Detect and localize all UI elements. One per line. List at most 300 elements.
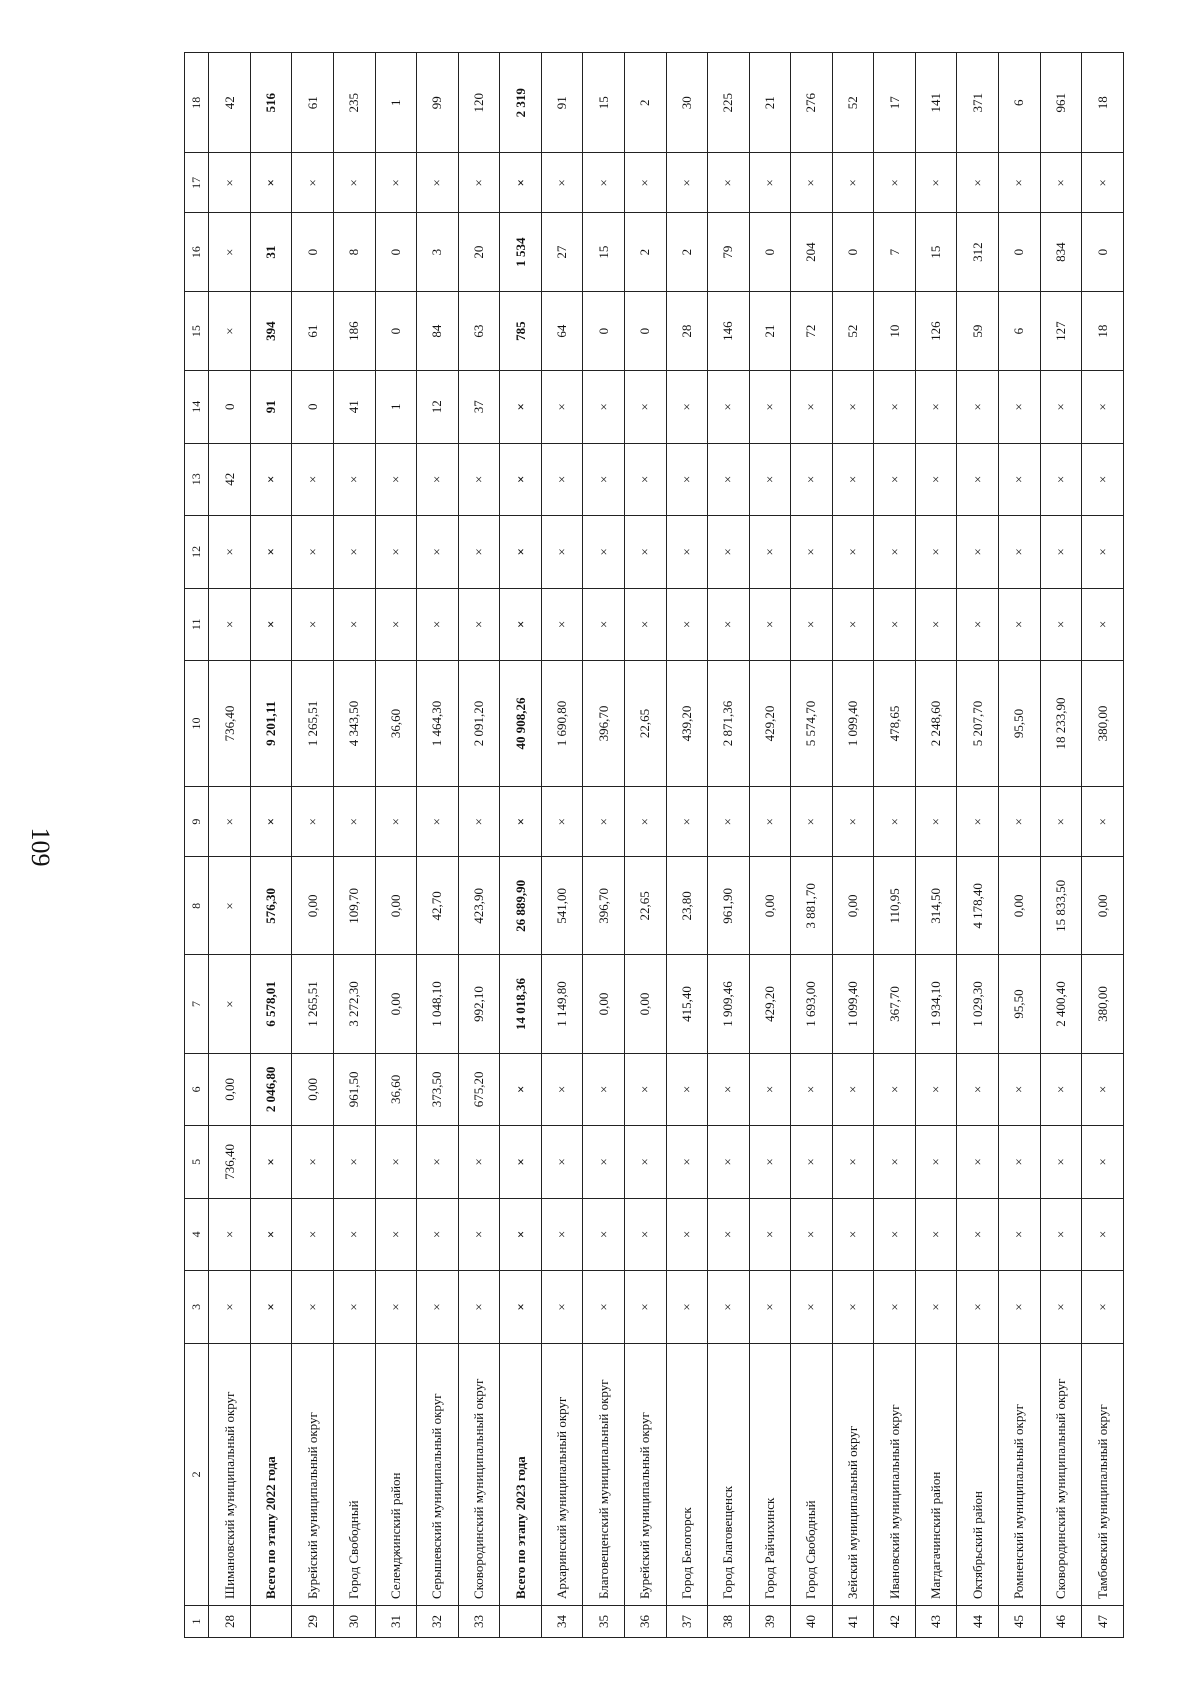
value-cell: × (375, 153, 417, 213)
value-cell: × (375, 1198, 417, 1271)
value-cell: × (458, 1271, 500, 1344)
value-cell: × (375, 1271, 417, 1344)
value-cell: 2 871,36 (708, 661, 750, 787)
value-cell: 1 265,51 (292, 661, 334, 787)
value-cell: × (1082, 153, 1124, 213)
value-cell: × (708, 371, 750, 444)
value-cell: × (666, 588, 708, 661)
value-cell: 7 (874, 213, 916, 292)
value-cell: × (583, 443, 625, 516)
value-cell: × (250, 443, 292, 516)
value-cell: × (209, 588, 251, 661)
value-cell: × (999, 153, 1041, 213)
value-cell: × (209, 213, 251, 292)
value-cell: × (666, 443, 708, 516)
value-cell: 2 248,60 (915, 661, 957, 787)
value-cell: 79 (708, 213, 750, 292)
value-cell: × (375, 1126, 417, 1199)
value-cell: 5 207,70 (957, 661, 999, 787)
value-cell: × (791, 1198, 833, 1271)
value-cell: × (666, 1271, 708, 1344)
value-cell: × (458, 1198, 500, 1271)
value-cell: 0 (749, 213, 791, 292)
data-table (184, 52, 1124, 1638)
value-cell: × (749, 1053, 791, 1126)
header-row (185, 53, 209, 1638)
value-cell: × (1082, 1053, 1124, 1126)
value-cell: × (832, 1126, 874, 1199)
value-cell: × (1040, 153, 1082, 213)
value-cell: 10 (874, 292, 916, 371)
value-cell: × (1040, 371, 1082, 444)
page-number: 109 (26, 827, 55, 867)
value-cell: × (541, 1053, 583, 1126)
value-cell: × (624, 588, 666, 661)
value-cell: × (541, 1126, 583, 1199)
value-cell: × (832, 1271, 874, 1344)
value-cell: × (292, 516, 334, 589)
value-cell: × (957, 153, 999, 213)
value-cell: × (832, 443, 874, 516)
row-number-cell: 29 (292, 1606, 334, 1638)
table-row (334, 53, 376, 1638)
value-cell: × (250, 1271, 292, 1344)
value-cell: × (832, 516, 874, 589)
value-cell: 2 400,40 (1040, 955, 1082, 1053)
value-cell: × (1040, 443, 1082, 516)
value-cell: 52 (832, 292, 874, 371)
value-cell: 2 (666, 213, 708, 292)
table-row (624, 53, 666, 1638)
value-cell: × (1040, 1198, 1082, 1271)
value-cell: × (458, 153, 500, 213)
value-cell: × (458, 516, 500, 589)
value-cell: 235 (334, 53, 376, 153)
table-row (1082, 53, 1124, 1638)
value-cell: 63 (458, 292, 500, 371)
value-cell: × (832, 588, 874, 661)
value-cell: × (999, 786, 1041, 856)
value-cell: × (999, 1198, 1041, 1271)
value-cell: 61 (292, 292, 334, 371)
value-cell: 3 881,70 (791, 857, 833, 955)
value-cell: × (500, 371, 542, 444)
value-cell: × (624, 1126, 666, 1199)
value-cell: 1 (375, 371, 417, 444)
name-cell: Октябрьский район (957, 1343, 999, 1605)
value-cell: × (292, 588, 334, 661)
value-cell: × (915, 443, 957, 516)
value-cell: × (292, 786, 334, 856)
row-number-cell: 47 (1082, 1606, 1124, 1638)
value-cell: 1 909,46 (708, 955, 750, 1053)
value-cell: 0,00 (375, 955, 417, 1053)
value-cell: × (541, 371, 583, 444)
value-cell: 42 (209, 53, 251, 153)
value-cell: × (874, 153, 916, 213)
value-cell: × (583, 588, 625, 661)
column-number-1: 1 (185, 1606, 209, 1638)
value-cell: × (749, 1126, 791, 1199)
column-number-10: 10 (185, 661, 209, 787)
value-cell: × (624, 1053, 666, 1126)
column-number-6: 6 (185, 1053, 209, 1126)
row-number-cell: 41 (832, 1606, 874, 1638)
value-cell: × (749, 786, 791, 856)
value-cell: × (749, 1271, 791, 1344)
value-cell: × (666, 1126, 708, 1199)
value-cell: 41 (334, 371, 376, 444)
value-cell: × (666, 516, 708, 589)
value-cell: × (458, 1126, 500, 1199)
value-cell: 141 (915, 53, 957, 153)
value-cell: 0,00 (375, 857, 417, 955)
value-cell: 3 272,30 (334, 955, 376, 1053)
row-number-cell (500, 1606, 542, 1638)
value-cell: 18 233,90 (1040, 661, 1082, 787)
value-cell: × (500, 1198, 542, 1271)
value-cell: × (874, 371, 916, 444)
value-cell: × (334, 516, 376, 589)
value-cell: × (583, 153, 625, 213)
value-cell: 380,00 (1082, 661, 1124, 787)
value-cell: × (292, 1126, 334, 1199)
value-cell: × (250, 1198, 292, 1271)
table-row (375, 53, 417, 1638)
value-cell: 186 (334, 292, 376, 371)
value-cell: 785 (500, 292, 542, 371)
value-cell: 59 (957, 292, 999, 371)
value-cell: × (666, 371, 708, 444)
value-cell: × (957, 1271, 999, 1344)
value-cell: 675,20 (458, 1053, 500, 1126)
value-cell: 12 (417, 371, 459, 444)
value-cell: × (209, 292, 251, 371)
value-cell: 961,50 (334, 1053, 376, 1126)
table-row (749, 53, 791, 1638)
row-number-cell: 35 (583, 1606, 625, 1638)
value-cell: × (1082, 588, 1124, 661)
name-cell: Город Свободный (791, 1343, 833, 1605)
value-cell: × (334, 588, 376, 661)
value-cell: × (209, 955, 251, 1053)
value-cell: 36,60 (375, 661, 417, 787)
value-cell: × (500, 443, 542, 516)
value-cell: 0,00 (832, 857, 874, 955)
name-cell: Ромненский муниципальный округ (999, 1343, 1041, 1605)
value-cell: × (541, 443, 583, 516)
value-cell: × (624, 443, 666, 516)
value-cell: × (666, 153, 708, 213)
value-cell: × (1040, 1126, 1082, 1199)
value-cell: 6 578,01 (250, 955, 292, 1053)
table-row (999, 53, 1041, 1638)
value-cell: × (624, 1271, 666, 1344)
table-row (583, 53, 625, 1638)
row-number-cell: 38 (708, 1606, 750, 1638)
value-cell: 21 (749, 53, 791, 153)
value-cell: × (791, 153, 833, 213)
value-cell: × (708, 1198, 750, 1271)
value-cell: 127 (1040, 292, 1082, 371)
row-number-cell: 36 (624, 1606, 666, 1638)
value-cell: 0,00 (209, 1053, 251, 1126)
value-cell: × (749, 153, 791, 213)
value-cell: × (999, 588, 1041, 661)
table-row (209, 53, 251, 1638)
table-row (957, 53, 999, 1638)
value-cell: 371 (957, 53, 999, 153)
name-cell: Шимановский муниципальный округ (209, 1343, 251, 1605)
value-cell: × (749, 1198, 791, 1271)
value-cell: × (334, 153, 376, 213)
value-cell: × (708, 153, 750, 213)
value-cell: × (292, 443, 334, 516)
value-cell: 6 (999, 292, 1041, 371)
value-cell: × (708, 1053, 750, 1126)
row-number-cell: 30 (334, 1606, 376, 1638)
value-cell: × (500, 588, 542, 661)
name-cell: Всего по этапу 2023 года (500, 1343, 542, 1605)
value-cell: 30 (666, 53, 708, 153)
value-cell: × (832, 1198, 874, 1271)
table-row (666, 53, 708, 1638)
value-cell: 1 099,40 (832, 955, 874, 1053)
row-number-cell: 34 (541, 1606, 583, 1638)
value-cell: × (334, 1271, 376, 1344)
value-cell: 1 534 (500, 213, 542, 292)
table-row (417, 53, 459, 1638)
value-cell: × (708, 1126, 750, 1199)
subtotal-row (500, 53, 542, 1638)
value-cell: × (250, 786, 292, 856)
value-cell: 1 934,10 (915, 955, 957, 1053)
column-number-17: 17 (185, 153, 209, 213)
value-cell: 2 (624, 53, 666, 153)
value-cell: × (999, 1053, 1041, 1126)
value-cell: × (375, 588, 417, 661)
value-cell: 64 (541, 292, 583, 371)
row-number-cell (250, 1606, 292, 1638)
value-cell: 478,65 (874, 661, 916, 787)
value-cell: × (624, 1198, 666, 1271)
value-cell: × (957, 1198, 999, 1271)
column-number-3: 3 (185, 1271, 209, 1344)
value-cell: 15 833,50 (1040, 857, 1082, 955)
value-cell: 2 046,80 (250, 1053, 292, 1126)
value-cell: × (791, 1053, 833, 1126)
value-cell: 4 178,40 (957, 857, 999, 955)
value-cell: 1 149,80 (541, 955, 583, 1053)
value-cell: × (250, 153, 292, 213)
value-cell: × (417, 588, 459, 661)
value-cell: × (209, 857, 251, 955)
value-cell: 91 (541, 53, 583, 153)
value-cell: × (666, 1053, 708, 1126)
name-cell: Тамбовский муниципальный округ (1082, 1343, 1124, 1605)
column-number-16: 16 (185, 213, 209, 292)
value-cell: 36,60 (375, 1053, 417, 1126)
value-cell: × (458, 443, 500, 516)
value-cell: 26 889,90 (500, 857, 542, 955)
value-cell: × (874, 516, 916, 589)
value-cell: × (708, 588, 750, 661)
value-cell: × (1040, 1271, 1082, 1344)
name-cell: Ивановский муниципальный округ (874, 1343, 916, 1605)
value-cell: × (209, 153, 251, 213)
value-cell: × (583, 1126, 625, 1199)
value-cell: × (541, 153, 583, 213)
value-cell: 0,00 (292, 857, 334, 955)
column-number-14: 14 (185, 371, 209, 444)
value-cell: × (250, 516, 292, 589)
name-cell: Магдагачинский район (915, 1343, 957, 1605)
value-cell: 0 (375, 292, 417, 371)
value-cell: 1 029,30 (957, 955, 999, 1053)
column-number-18: 18 (185, 53, 209, 153)
column-number-4: 4 (185, 1198, 209, 1271)
value-cell: 396,70 (583, 661, 625, 787)
value-cell: × (1040, 588, 1082, 661)
value-cell: 52 (832, 53, 874, 153)
value-cell: × (458, 588, 500, 661)
value-cell: 0 (1082, 213, 1124, 292)
column-number-7: 7 (185, 955, 209, 1053)
value-cell: 0 (624, 292, 666, 371)
value-cell: × (417, 1271, 459, 1344)
value-cell: × (334, 1198, 376, 1271)
value-cell: 541,00 (541, 857, 583, 955)
value-cell: × (791, 443, 833, 516)
value-cell: 736,40 (209, 1126, 251, 1199)
value-cell: × (999, 443, 1041, 516)
value-cell: 0,00 (624, 955, 666, 1053)
table-row (832, 53, 874, 1638)
value-cell: 15 (583, 213, 625, 292)
value-cell: × (541, 786, 583, 856)
value-cell: 0,00 (292, 1053, 334, 1126)
name-cell: Бурейский муниципальный округ (624, 1343, 666, 1605)
value-cell: 204 (791, 213, 833, 292)
value-cell: × (417, 786, 459, 856)
value-cell: × (874, 786, 916, 856)
value-cell: 2 (624, 213, 666, 292)
value-cell: × (1082, 1271, 1124, 1344)
name-cell: Селемджинский район (375, 1343, 417, 1605)
value-cell: × (791, 371, 833, 444)
value-cell: 23,80 (666, 857, 708, 955)
value-cell: 8 (334, 213, 376, 292)
value-cell: 2 319 (500, 53, 542, 153)
value-cell: 1 048,10 (417, 955, 459, 1053)
value-cell: × (832, 1053, 874, 1126)
value-cell: × (874, 1053, 916, 1126)
value-cell: × (1082, 443, 1124, 516)
row-number-cell: 28 (209, 1606, 251, 1638)
value-cell: × (583, 516, 625, 589)
value-cell: × (292, 1198, 334, 1271)
column-number-5: 5 (185, 1126, 209, 1199)
value-cell: × (458, 786, 500, 856)
column-number-11: 11 (185, 588, 209, 661)
table-row (708, 53, 750, 1638)
value-cell: 0,00 (749, 857, 791, 955)
value-cell: × (957, 588, 999, 661)
value-cell: × (999, 1126, 1041, 1199)
value-cell: × (999, 1271, 1041, 1344)
value-cell: 2 091,20 (458, 661, 500, 787)
value-cell: × (749, 516, 791, 589)
value-cell: × (583, 1053, 625, 1126)
value-cell: 61 (292, 53, 334, 153)
value-cell: 516 (250, 53, 292, 153)
name-cell: Всего по этапу 2022 года (250, 1343, 292, 1605)
value-cell: 146 (708, 292, 750, 371)
column-number-12: 12 (185, 516, 209, 589)
value-cell: × (999, 516, 1041, 589)
value-cell: 6 (999, 53, 1041, 153)
value-cell: × (749, 443, 791, 516)
value-cell: × (957, 1053, 999, 1126)
value-cell: 961,90 (708, 857, 750, 955)
value-cell: 22,65 (624, 661, 666, 787)
value-cell: 0,00 (1082, 857, 1124, 955)
value-cell: 0,00 (999, 857, 1041, 955)
value-cell: 0,00 (583, 955, 625, 1053)
row-number-cell: 31 (375, 1606, 417, 1638)
value-cell: × (915, 786, 957, 856)
value-cell: 1 099,40 (832, 661, 874, 787)
value-cell: 4 343,50 (334, 661, 376, 787)
name-cell: Город Свободный (334, 1343, 376, 1605)
name-cell: Бурейский муниципальный округ (292, 1343, 334, 1605)
row-number-cell: 32 (417, 1606, 459, 1638)
value-cell: 99 (417, 53, 459, 153)
row-number-cell: 44 (957, 1606, 999, 1638)
value-cell: × (874, 1126, 916, 1199)
value-cell: × (292, 1271, 334, 1344)
value-cell: × (541, 516, 583, 589)
value-cell: × (874, 443, 916, 516)
value-cell: 27 (541, 213, 583, 292)
value-cell: 834 (1040, 213, 1082, 292)
value-cell: 992,10 (458, 955, 500, 1053)
value-cell: × (874, 1271, 916, 1344)
value-cell: × (334, 786, 376, 856)
row-number-cell: 39 (749, 1606, 791, 1638)
value-cell: × (915, 1271, 957, 1344)
table-row (292, 53, 334, 1638)
table-row (915, 53, 957, 1638)
value-cell: × (541, 1271, 583, 1344)
value-cell: × (749, 371, 791, 444)
value-cell: 415,40 (666, 955, 708, 1053)
value-cell: × (1082, 516, 1124, 589)
value-cell: × (541, 588, 583, 661)
column-number-2: 2 (185, 1343, 209, 1605)
value-cell: × (500, 153, 542, 213)
value-cell: 225 (708, 53, 750, 153)
value-cell: 429,20 (749, 955, 791, 1053)
value-cell: × (957, 786, 999, 856)
table-row (1040, 53, 1082, 1638)
value-cell: × (417, 443, 459, 516)
row-number-cell: 40 (791, 1606, 833, 1638)
value-cell: 28 (666, 292, 708, 371)
value-cell: × (250, 1126, 292, 1199)
value-cell: × (334, 1126, 376, 1199)
value-cell: × (708, 516, 750, 589)
